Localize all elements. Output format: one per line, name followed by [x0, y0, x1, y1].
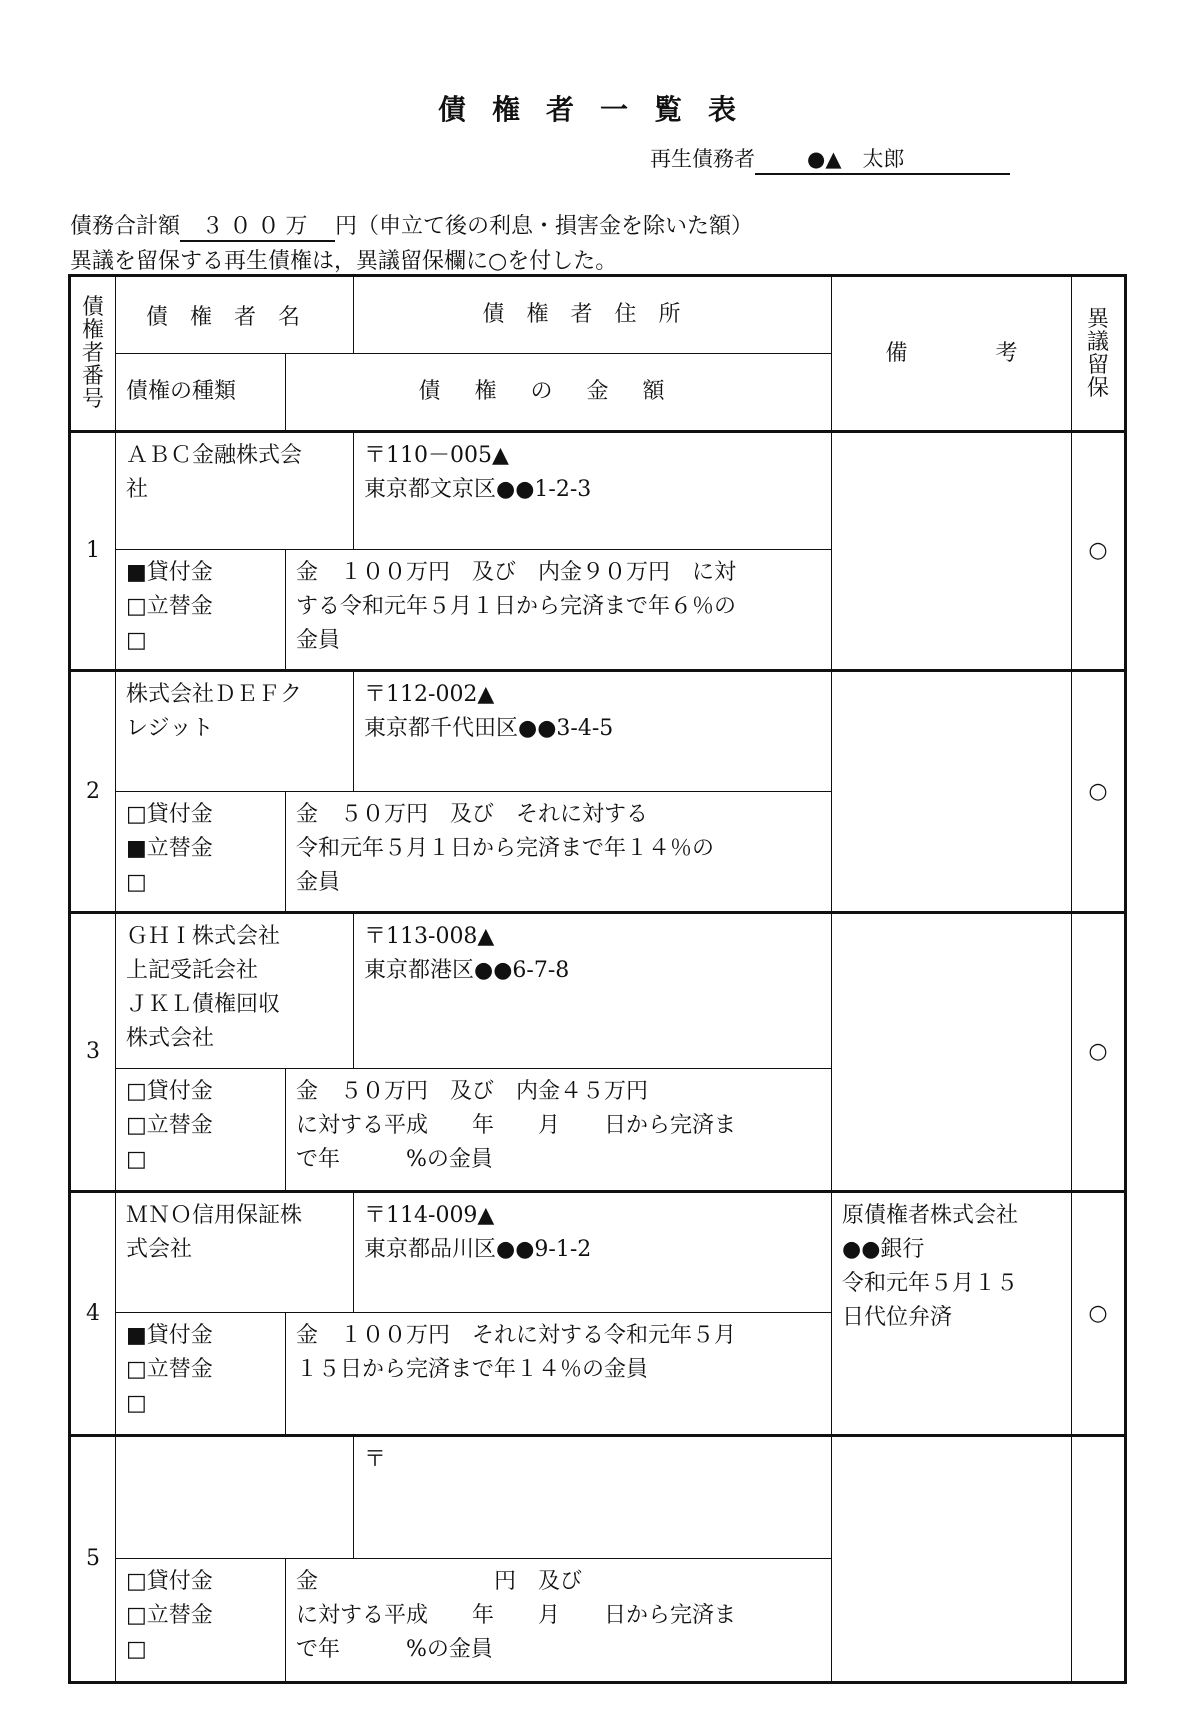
claim-type: [116, 1313, 286, 1436]
remarks: [832, 1436, 1072, 1683]
header-char: 権: [81, 318, 104, 343]
claim-type-line: □立替金: [126, 1113, 213, 1138]
creditor-name-line: ＪＫＬ債権回収: [126, 992, 281, 1017]
creditor-address: [354, 1436, 832, 1559]
creditor-address: [354, 671, 832, 792]
creditor-name-line: 株式会社ＤＥＦク: [126, 682, 303, 707]
claim-amount: [286, 1559, 832, 1683]
creditor-name-line: ＭＮＯ信用保証株: [126, 1203, 303, 1228]
creditor-address-line: 東京都品川区●●9-1-2: [364, 1237, 592, 1262]
claim-amount: [286, 1313, 832, 1436]
remarks-line: 令和元年５月１５: [842, 1271, 1019, 1296]
debtor-name: ●▲ 太郎: [755, 143, 1010, 175]
claim-type-line: ■貸付金: [126, 560, 213, 585]
creditor-number: 3: [70, 913, 116, 1192]
objection-mark: [1072, 1436, 1126, 1683]
header-creditor-address: 債権者住所: [354, 276, 832, 354]
claim-amount-line: に対する平成 年 月 日から完済ま: [296, 1603, 737, 1628]
total-note: （申立て後の利息・損害金を除いた額）: [357, 214, 754, 239]
creditor-name: [116, 432, 354, 550]
creditor-row: [70, 671, 1126, 792]
remarks: [832, 913, 1072, 1192]
creditor-name: [116, 1192, 354, 1313]
creditor-row: [70, 1192, 1126, 1313]
creditor-name-line: ＡＢＣ金融株式会: [126, 443, 303, 468]
claim-amount: [286, 792, 832, 913]
header-char: 者: [81, 341, 104, 366]
claim-type-line: □立替金: [126, 1357, 213, 1382]
creditor-number: 5: [70, 1436, 116, 1683]
page-title: 債権者一覧表: [437, 93, 762, 126]
creditor-name-line: 式会社: [126, 1237, 193, 1262]
creditor-name-line: 社: [126, 477, 149, 502]
claim-amount-line: 金員: [296, 870, 341, 895]
objection-note: 異議を留保する再生債権は，異議留保欄に○を付した。: [70, 249, 618, 274]
remarks-line: 日代位弁済: [842, 1305, 953, 1330]
claim-type: [116, 1559, 286, 1683]
claim-type-line: ■貸付金: [126, 1323, 213, 1348]
claim-amount-line: で年 %の金員: [296, 1637, 493, 1662]
objection-mark: ○: [1072, 432, 1126, 671]
creditor-address-line: 〒110－005▲: [364, 443, 509, 468]
remarks: [832, 1192, 1072, 1436]
header-char: 異: [1087, 306, 1110, 332]
total-debt-line: [70, 209, 753, 242]
creditor-address-line: 〒113-008▲: [364, 924, 495, 949]
creditor-name-line: レジット: [126, 716, 214, 741]
total-amount: ３００万: [180, 209, 335, 242]
creditor-address: [354, 1192, 832, 1313]
objection-mark: ○: [1072, 913, 1126, 1192]
header-claim-type: 債権の種類: [116, 354, 286, 432]
claim-amount-line: 金 ５０万円 及び 内金４５万円: [296, 1079, 649, 1104]
creditor-address-line: 〒114-009▲: [364, 1203, 495, 1228]
claim-amount-line: １５日から完済まで年１４％の金員: [296, 1357, 649, 1382]
claim-amount-line: 金 １００万円 それに対する令和元年５月: [296, 1323, 737, 1348]
remarks-line: 原債権者株式会社: [842, 1203, 1019, 1228]
claim-amount-line: 金 ５０万円 及び それに対する: [296, 802, 649, 827]
claim-type-line: □貸付金: [126, 802, 213, 827]
creditor-number: 4: [70, 1192, 116, 1436]
remarks-line: ●●銀行: [842, 1237, 925, 1262]
creditor-number: 2: [70, 671, 116, 913]
claim-amount-line: 令和元年５月１日から完済まで年１４％の: [296, 836, 715, 861]
creditor-name: [116, 671, 354, 792]
debtor-label: 再生債務者: [650, 147, 755, 171]
header-char: 議: [1087, 329, 1110, 355]
claim-type-line: □貸付金: [126, 1569, 213, 1594]
creditor-address-line: 東京都港区●●6-7-8: [364, 958, 570, 983]
creditor-row: [70, 432, 1126, 550]
creditor-row: [70, 1436, 1126, 1559]
header-creditor-number: [70, 276, 116, 432]
header-remarks: 備 考: [832, 276, 1072, 432]
header-objection: [1072, 276, 1126, 432]
claim-type-line: □: [126, 870, 147, 895]
remarks: [832, 432, 1072, 671]
claim-amount-line: で年 %の金員: [296, 1147, 493, 1172]
total-unit: 円: [335, 214, 358, 239]
creditor-name-line: ＧＨＩ株式会社: [126, 924, 281, 949]
claim-amount-line: 金 １００万円 及び 内金９０万円 に対: [296, 560, 737, 585]
creditor-name: [116, 1436, 354, 1559]
header-char: 番: [81, 364, 104, 389]
creditor-name-line: 株式会社: [126, 1026, 215, 1051]
creditor-address-line: 東京都文京区●●1-2-3: [364, 477, 592, 502]
claim-type-line: □立替金: [126, 594, 213, 619]
claim-type-line: □: [126, 1147, 147, 1172]
claim-type-line: □: [126, 1637, 147, 1662]
claim-type-line: □立替金: [126, 1603, 213, 1628]
creditor-name-line: 上記受託会社: [126, 958, 259, 983]
creditor-table: [68, 274, 1127, 1684]
creditor-number: 1: [70, 432, 116, 671]
header-char: 留: [1087, 352, 1110, 378]
header-char: 保: [1087, 375, 1110, 401]
remarks: [832, 671, 1072, 913]
claim-type-line: □: [126, 628, 147, 653]
objection-mark: ○: [1072, 1192, 1126, 1436]
header-char: 債: [81, 295, 104, 320]
creditor-address-line: 〒112-002▲: [364, 682, 495, 707]
claim-type-line: □貸付金: [126, 1079, 213, 1104]
claim-type: [116, 1069, 286, 1192]
claim-amount: [286, 550, 832, 671]
claim-type: [116, 792, 286, 913]
claim-amount-line: 金員: [296, 628, 341, 653]
claim-amount-line: に対する平成 年 月 日から完済ま: [296, 1113, 737, 1138]
creditor-name: [116, 913, 354, 1069]
creditor-address-line: 東京都千代田区●●3-4-5: [364, 716, 614, 741]
total-label: 債務合計額: [70, 214, 181, 239]
debtor-line: [650, 143, 1010, 175]
claim-type: [116, 550, 286, 671]
objection-mark: ○: [1072, 671, 1126, 913]
creditor-address-line: 〒: [364, 1447, 387, 1472]
header-char: 号: [81, 387, 104, 412]
creditor-row: [70, 913, 1126, 1069]
claim-type-line: ■立替金: [126, 836, 213, 861]
header-creditor-name: 債権者名: [116, 276, 354, 354]
claim-amount: [286, 1069, 832, 1192]
creditor-address: [354, 913, 832, 1069]
header-claim-amount: 債権の金額: [286, 354, 832, 432]
claim-amount-line: 金 円 及び: [296, 1569, 583, 1594]
claim-type-line: □: [126, 1391, 147, 1416]
claim-amount-line: する令和元年５月１日から完済まで年６％の: [296, 594, 737, 619]
creditor-address: [354, 432, 832, 550]
